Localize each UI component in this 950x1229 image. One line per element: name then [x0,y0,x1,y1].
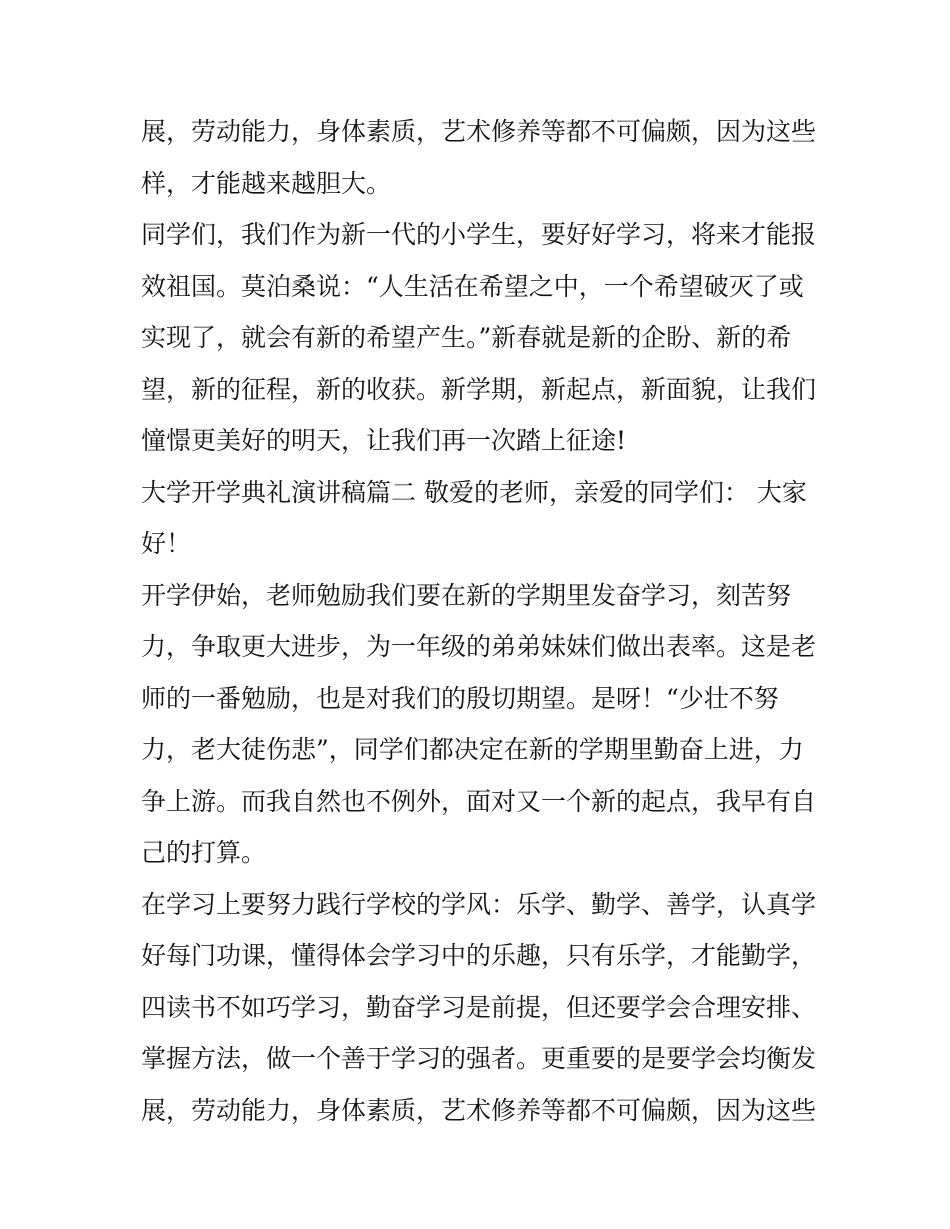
text-line: 好每门功课，懂得体会学习中的乐趣，只有乐学，才能勤学， [141,941,817,970]
text-line: 憧憬更美好的明天，让我们再一次踏上征途! [141,426,627,455]
text-line: 同学们，我们作为新一代的小学生，要好好学习，将来才能报 [141,220,817,249]
text-line: 己的打算。 [141,838,267,867]
text-line: 样，才能越来越胆大。 [141,168,392,198]
text-line: 实现了，就会有新的希望产生。”新春就是新的企盼、新的希 [141,323,792,352]
text-line: 好！ [141,529,192,558]
text-line: 在学习上要努力践行学校的学风：乐学、勤学、善学，认真学 [141,889,817,919]
text-line: 掌握方法，做一个善于学习的强者。更重要的是要学会均衡发 [141,1044,817,1073]
text-line: 望，新的征程，新的收获。新学期，新起点，新面貌，让我们 [141,374,817,404]
text-line: 师的一番勉励，也是对我们的殷切期望。是呀！“少壮不努 [141,683,779,713]
text-line: 争上游。而我自然也不例外，面对又一个新的起点，我早有自 [141,786,817,816]
text-line: 力，争取更大进步，为一年级的弟弟妹妹们做出表率。这是老 [141,632,817,661]
text-line: 展，劳动能力，身体素质，艺术修养等都不可偏颇，因为这些 [141,117,817,146]
text-line: 力，老大徒伤悲”，同学们都决定在新的学期里勤奋上进，力 [141,735,804,764]
text-line: 开学伊始，老师勉励我们要在新的学期里发奋学习，刻苦努 [141,580,792,610]
text-line: 展，劳动能力，身体素质，艺术修养等都不可偏颇，因为这些 [141,1095,817,1125]
text-line: 大学开学典礼演讲稿篇二 敬爱的老师，亲爱的同学们： 大家 [141,477,807,507]
text-line: 四读书不如巧学习，勤奋学习是前提，但还要学会合理安排、 [141,992,817,1022]
text-line: 效祖国。莫泊桑说：“人生活在希望之中，一个希望破灭了或 [141,271,804,301]
body-text [141,106,821,1136]
